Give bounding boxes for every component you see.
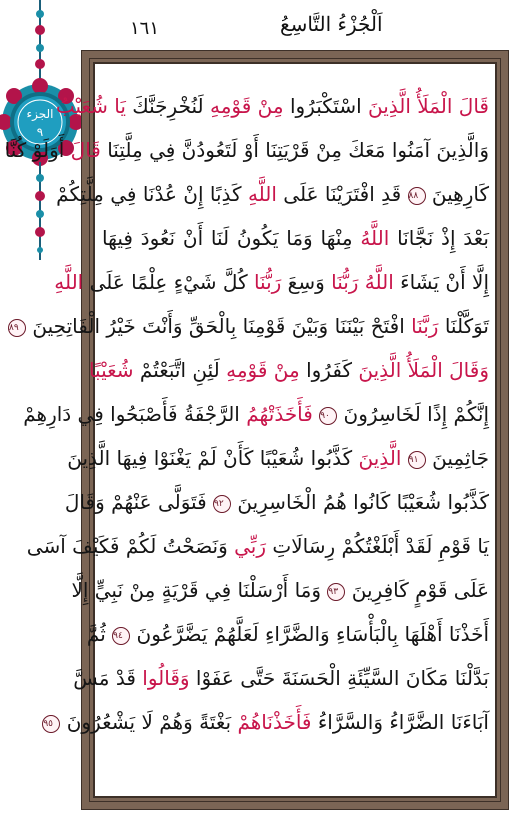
- verse-line-13: [86, 612, 489, 656]
- text-segment: وَقَالُوا: [142, 666, 190, 690]
- text-segment: وَالَّذِينَ آمَنُوا مَعَكَ مِنْ قَرْيَتِنَا أَوْ لَتَعُودُنَّ فِي مِلَّتِنَا: [100, 138, 489, 162]
- ayah-number-marker: ٩٥: [42, 715, 60, 733]
- page-number: ١٦١: [130, 18, 160, 39]
- text-segment: كَفَرُوا: [299, 358, 359, 382]
- text-segment: فَأَخَذَتْهُمُ: [246, 402, 320, 426]
- text-segment: كَذَّبُوا شُعَيْبًا كَانُوا هُمُ الْخَاسِرِينَ: [237, 490, 489, 514]
- text-segment: اللَّهُ رَبُّنَا: [331, 270, 394, 294]
- text-segment: كَارِهِينَ: [431, 182, 489, 206]
- text-segment: وَمَا أَرْسَلْنَا فِي قَرْيَةٍ مِنْ نَبِيٍّ إِلَّا: [71, 578, 328, 602]
- text-segment: وَنَصَحْتُ لَكُمْ فَكَيْفَ آسَى: [26, 534, 235, 558]
- verse-line-11: [26, 524, 489, 568]
- text-segment: فَأَخَذْنَاهُمْ: [237, 710, 312, 734]
- text-segment: وَسِعَ: [281, 270, 332, 294]
- text-segment: إِلَّا أَنْ يَشَاءَ: [393, 270, 489, 294]
- text-segment: اللَّهُ: [360, 226, 390, 250]
- verse-line-15: [43, 700, 489, 744]
- text-segment: أَوَلَوْ كُنَّا: [4, 138, 71, 162]
- verse-line-7: [88, 348, 489, 392]
- verse-line-9: [67, 436, 489, 480]
- text-segment: قَالَ الْمَلَأُ الَّذِينَ: [368, 94, 489, 118]
- text-segment: بَغْتَةً وَهُمْ لَا يَشْعُرُونَ: [66, 710, 238, 734]
- verse-line-14: [73, 656, 489, 700]
- text-segment: يَا شُعَيْبُ: [55, 94, 126, 118]
- ayah-number-marker: ٨٩: [8, 319, 26, 337]
- text-segment: اللَّهِ: [54, 270, 84, 294]
- medallion-label-top: الجزء: [26, 107, 54, 121]
- text-segment: الَّذِينَ: [358, 446, 408, 470]
- text-segment: افْتَحْ بَيْنَنَا وَبَيْنَ قَوْمِنَا بِالْحَقِّ وَأَنْتَ خَيْرُ الْفَاتِحِينَ: [32, 314, 412, 338]
- text-segment: أَخَذْنَا أَهْلَهَا بِالْبَأْسَاءِ وَالضَّرَّاءِ لَعَلَّهُمْ يَضَّرَّعُونَ: [136, 622, 489, 646]
- text-segment: رَبِّي: [234, 534, 267, 558]
- juz-title: اَلْجُزْءُ التَّاسِعُ: [280, 12, 383, 36]
- text-segment: اللَّهِ: [247, 182, 277, 206]
- medallion-label-bottom: ٩: [36, 125, 44, 139]
- text-segment: شُعَيْبًا: [88, 358, 134, 382]
- text-segment: بَعْدَ إِذْ نَجَّانَا: [389, 226, 489, 250]
- text-segment: رَبُّنَا: [253, 270, 282, 294]
- text-segment: إِنَّكُمْ إِذًا لَخَاسِرُونَ: [343, 402, 489, 426]
- text-segment: كُلَّ شَيْءٍ عِلْمًا عَلَى: [83, 270, 254, 294]
- text-segment: مِنْ قَوْمِهِ: [209, 94, 284, 118]
- verse-line-8: [23, 392, 489, 436]
- text-segment: قَالَ: [70, 138, 101, 162]
- ayah-number-marker: ٩٣: [327, 583, 345, 601]
- text-segment: كَذِبًا إِنْ عُدْنَا فِي مِلَّتِكُمْ: [56, 182, 248, 206]
- ayah-number-marker: ٩١: [408, 451, 426, 469]
- text-segment: قَدْ مَسَّ: [73, 666, 143, 690]
- verse-line-12: [71, 568, 489, 612]
- text-segment: مِنْهَا وَمَا يَكُونُ لَنَا أَنْ نَعُودَ فِيهَا: [102, 226, 361, 250]
- verse-line-3: [56, 172, 489, 216]
- text-segment: بَدَّلْنَا مَكَانَ السَّيِّئَةِ الْحَسَنَةَ حَتَّى عَفَوْا: [189, 666, 489, 690]
- text-segment: تَوَكَّلْنَا: [438, 314, 489, 338]
- verse-line-1: [55, 84, 489, 128]
- text-segment: آبَاءَنَا الضَّرَّاءُ وَالسَّرَّاءُ: [311, 710, 489, 734]
- text-segment: فَتَوَلَّى عَنْهُمْ وَقَالَ: [64, 490, 213, 514]
- text-segment: لَنُخْرِجَنَّكَ: [125, 94, 210, 118]
- verse-line-10: [64, 480, 489, 524]
- verse-line-4: [102, 216, 489, 260]
- ayah-number-marker: ٩٢: [213, 495, 231, 513]
- text-segment: يَا قَوْمِ لَقَدْ أَبْلَغْتُكُمْ رِسَالَاتِ: [266, 534, 489, 558]
- ayah-number-marker: ٨٨: [408, 187, 426, 205]
- ayah-number-marker: ٩٠: [319, 407, 337, 425]
- text-segment: وَقَالَ الْمَلَأُ الَّذِينَ: [358, 358, 489, 382]
- text-segment: رَبَّنَا: [411, 314, 439, 338]
- text-segment: مِنْ قَوْمِهِ: [226, 358, 300, 382]
- ayah-number-marker: ٩٤: [112, 627, 130, 645]
- text-segment: ثُمَّ: [86, 622, 113, 646]
- text-segment: قَدِ افْتَرَيْنَا عَلَى: [276, 182, 408, 206]
- text-segment: عَلَى قَوْمٍ كَافِرِينَ: [351, 578, 489, 602]
- text-segment: جَاثِمِينَ: [432, 446, 489, 470]
- text-segment: الرَّجْفَةُ فَأَصْبَحُوا فِي دَارِهِمْ: [23, 402, 247, 426]
- text-segment: لَئِنِ اتَّبَعْتُمْ: [133, 358, 227, 382]
- text-segment: كَذَّبُوا شُعَيْبًا كَأَنْ لَمْ يَغْنَوْا فِيهَا الَّذِينَ: [67, 446, 359, 470]
- verse-line-5: [54, 260, 489, 304]
- verse-line-6: [9, 304, 489, 348]
- text-segment: اسْتَكْبَرُوا: [283, 94, 368, 118]
- page-header: [90, 4, 510, 50]
- verse-line-2: [4, 128, 489, 172]
